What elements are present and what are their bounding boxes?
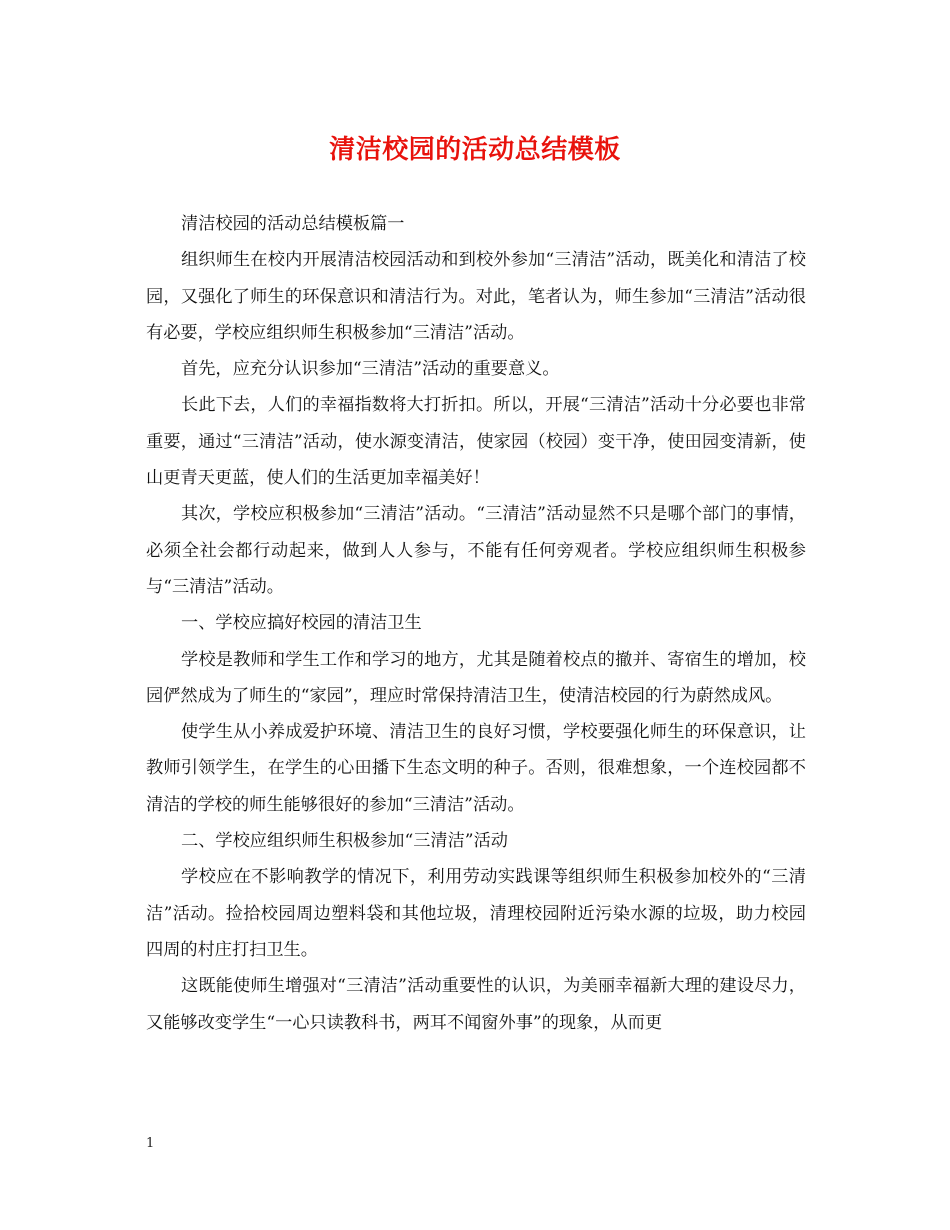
body-paragraph: 其次，学校应积极参加“三清洁”活动。“三清洁”活动显然不只是哪个部门的事情，必须全社会都行动起来，做到人人参与，不能有任何旁观者。学校应组织师生积极参与“三清洁”活动。 [146, 504, 806, 597]
page-number: 1 [146, 1136, 155, 1151]
section-heading: 清洁校园的活动总结模板篇一 [181, 214, 405, 234]
section-heading: 二、学校应组织师生积极参加“三清洁”活动 [181, 831, 508, 852]
body-paragraph: 首先，应充分认识参加“三清洁”活动的重要意义。 [181, 359, 560, 380]
body-paragraph: 这既能使师生增强对“三清洁”活动重要性的认识，为美丽幸福新大理的建设尽力，又能够改变学生“一心只读教科书，两耳不闻窗外事”的现象，从而更 [146, 976, 806, 1033]
body-paragraph: 长此下去，人们的幸福指数将大打折扣。所以，开展“三清洁”活动十分必要也非常重要，通过“三清洁”活动，使水源变清洁，使家园（校园）变干净，使田园变清新，使山更青天更蓝，使人们的生活更加幸福美好！ [146, 395, 806, 489]
body-paragraph: 学校应在不影响教学的情况下，利用劳动实践课等组织师生积极参加校外的“三清洁”活动。捡拾校园周边塑料袋和其他垃圾，清理校园附近污染水源的垃圾，助力校园四周的村庄打扫卫生。 [146, 867, 806, 960]
section-heading: 一、学校应搞好校园的清洁卫生 [181, 613, 422, 634]
body-paragraph: 组织师生在校内开展清洁校园活动和到校外参加“三清洁”活动，既美化和清洁了校园，又强化了师生的环保意识和清洁行为。对此，笔者认为，师生参加“三清洁”活动很有必要，学校应组织师生积极参加“三清洁”活动。 [146, 250, 806, 343]
document-title: 清洁校园的活动总结模板 [329, 135, 621, 165]
body-paragraph: 使学生从小养成爱护环境、清洁卫生的良好习惯，学校要强化师生的环保意识，让教师引领学生，在学生的心田播下生态文明的种子。否则，很难想象，一个连校园都不清洁的学校的师生能够很好的参加“三清洁”活动。 [146, 722, 806, 815]
document-body [146, 206, 806, 1041]
body-paragraph: 学校是教师和学生工作和学习的地方，尤其是随着校点的撤并、寄宿生的增加，校园俨然成为了师生的“家园”，理应时常保持清洁卫生，使清洁校园的行为蔚然成风。 [146, 649, 806, 706]
